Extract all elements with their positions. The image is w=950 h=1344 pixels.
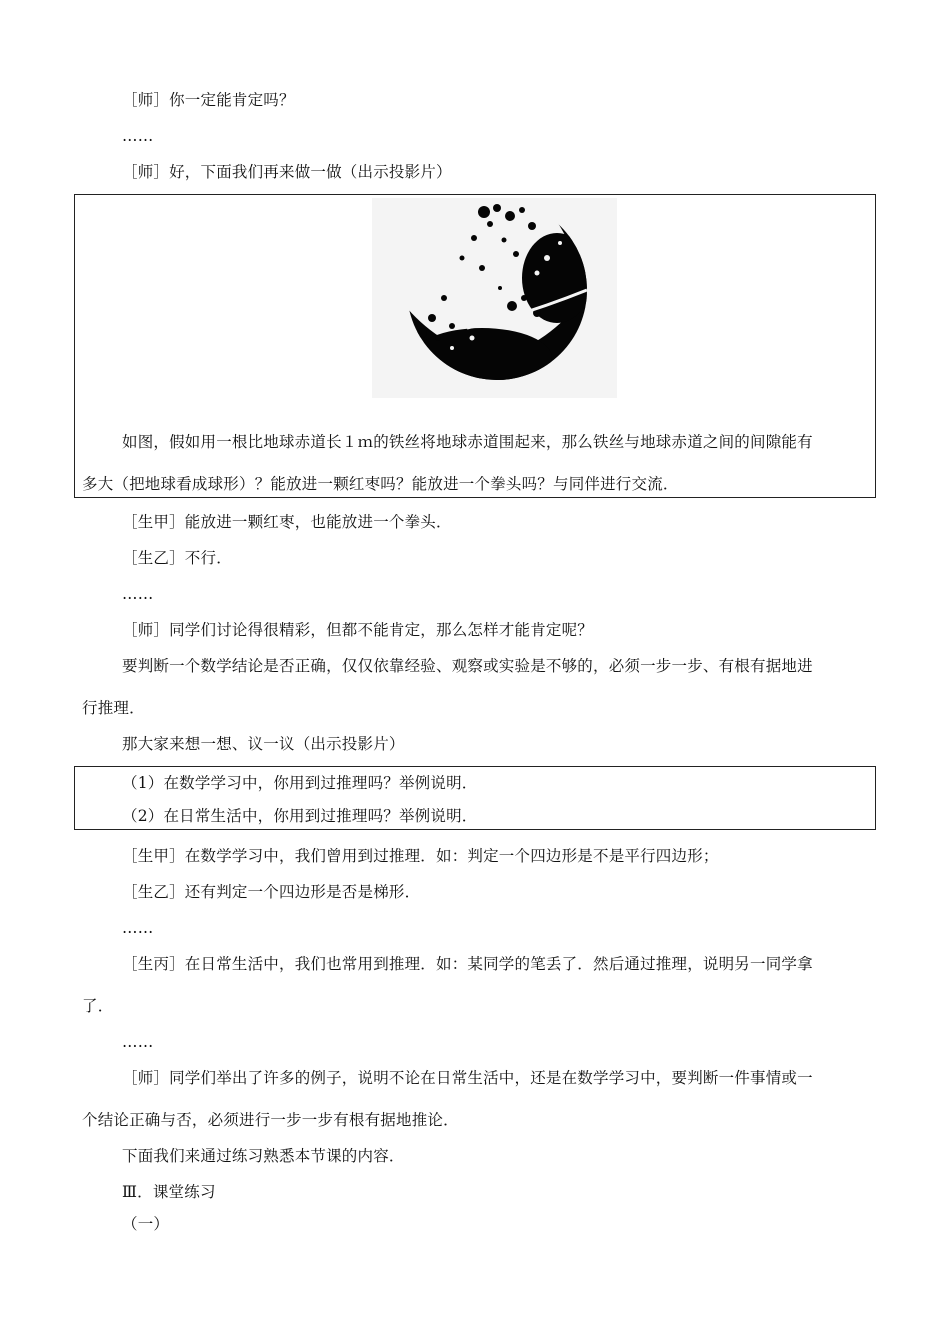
paragraph: ［师］你一定能肯定吗？ bbox=[122, 91, 295, 109]
paragraph: 个结论正确与否，必须进行一步一步有根有据地推论． bbox=[82, 1111, 459, 1129]
paragraph: ［师］好，下面我们再来做一做（出示投影片） bbox=[122, 163, 452, 181]
paragraph: ［生丙］在日常生活中，我们也常用到推理．如：某同学的笔丢了．然后通过推理，说明另一同学拿 bbox=[122, 955, 813, 973]
paragraph: 了． bbox=[82, 997, 114, 1015]
ellipsis: …… bbox=[122, 1033, 154, 1051]
slide-text: 如图，假如用一根比地球赤道长１ｍ的铁丝将地球赤道围起来，那么铁丝与地球赤道之间的间隙能有 bbox=[122, 433, 813, 451]
paragraph: 下面我们来通过练习熟悉本节课的内容． bbox=[122, 1147, 405, 1165]
paragraph: ［生乙］还有判定一个四边形是否是梯形． bbox=[122, 883, 421, 901]
paragraph: ［生甲］在数学学习中，我们曾用到过推理．如：判定一个四边形是不是平行四边形； bbox=[122, 847, 719, 865]
paragraph: ［生乙］不行． bbox=[122, 549, 232, 567]
earth-globe-figure bbox=[372, 198, 617, 398]
paragraph: 行推理． bbox=[82, 699, 145, 717]
subsection-heading: （一） bbox=[122, 1215, 170, 1233]
ellipsis: …… bbox=[122, 585, 154, 603]
slide-text: 多大（把地球看成球形）？能放进一颗红枣吗？能放进一个拳头吗？与同伴进行交流． bbox=[82, 475, 679, 493]
ellipsis: …… bbox=[122, 919, 154, 937]
paragraph: ［师］同学们讨论得很精彩，但都不能肯定，那么怎样才能肯定呢？ bbox=[122, 621, 594, 639]
ellipsis: …… bbox=[122, 127, 154, 145]
section-heading: Ⅲ．课堂练习 bbox=[122, 1183, 216, 1201]
paragraph: ［生甲］能放进一颗红枣，也能放进一个拳头． bbox=[122, 513, 452, 531]
globe-icon bbox=[372, 198, 617, 398]
paragraph: 那大家来想一想、议一议（出示投影片） bbox=[122, 735, 405, 753]
slide-question-2: （2）在日常生活中，你用到过推理吗？举例说明． bbox=[122, 807, 478, 825]
paragraph: ［师］同学们举出了许多的例子，说明不论在日常生活中，还是在数学学习中，要判断一件事情或一 bbox=[122, 1069, 813, 1087]
paragraph: 要判断一个数学结论是否正确，仅仅依靠经验、观察或实验是不够的，必须一步一步、有根有据地进 bbox=[122, 657, 813, 675]
slide-question-1: （1）在数学学习中，你用到过推理吗？举例说明． bbox=[122, 774, 478, 792]
